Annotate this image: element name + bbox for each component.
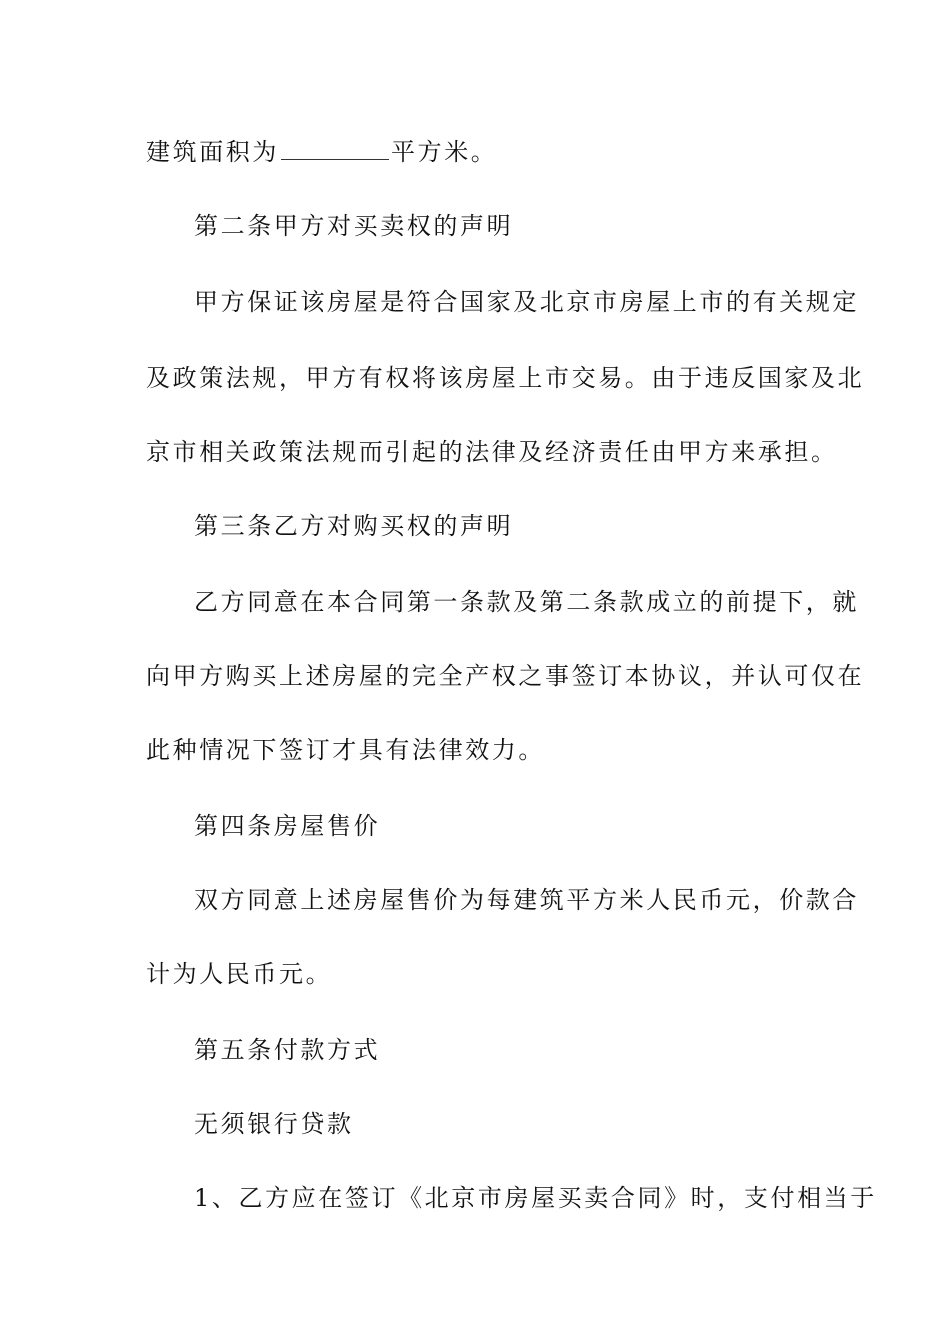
- paragraph-line: 向甲方购买上述房屋的完全产权之事签订本协议，并认可仅在: [146, 662, 865, 690]
- paragraph-line: 计为人民币元。: [146, 960, 333, 988]
- paragraph-line: 双方同意上述房屋售价为每建筑平方米人民币元，价款合: [194, 886, 859, 914]
- article-3-heading: 第三条乙方对购买权的声明: [194, 512, 514, 540]
- article-4-heading: 第四条房屋售价: [194, 812, 381, 840]
- area-prefix: 建筑面积为: [146, 138, 279, 166]
- paragraph-line: 京市相关政策法规而引起的法律及经济责任由甲方来承担。: [146, 438, 838, 466]
- article-2-heading: 第二条甲方对买卖权的声明: [194, 212, 514, 240]
- paragraph-line: 无须银行贷款: [194, 1110, 354, 1138]
- paragraph-line: 乙方同意在本合同第一条款及第二条款成立的前提下，就: [194, 588, 859, 616]
- area-suffix: 平方米。: [391, 138, 498, 166]
- paragraph-line: 1、乙方应在签订《北京市房屋买卖合同》时，支付相当于: [194, 1184, 877, 1212]
- area-blank-field: [281, 137, 389, 160]
- article-5-heading: 第五条付款方式: [194, 1036, 381, 1064]
- area-line: [146, 136, 826, 168]
- paragraph-line: 甲方保证该房屋是符合国家及北京市房屋上市的有关规定: [194, 288, 859, 316]
- paragraph-line: 此种情况下签订才具有法律效力。: [146, 736, 545, 764]
- paragraph-line: 及政策法规，甲方有权将该房屋上市交易。由于违反国家及北: [146, 364, 865, 392]
